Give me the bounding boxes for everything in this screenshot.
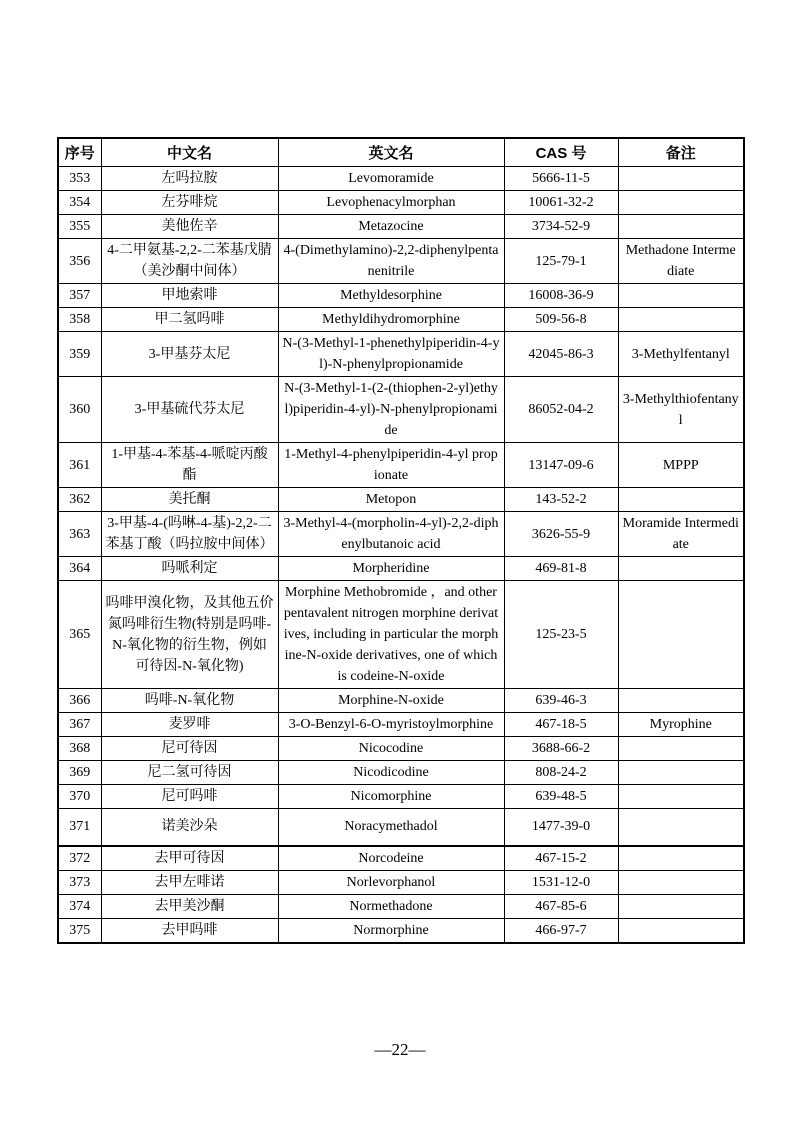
controlled-substances-table (57, 137, 745, 944)
table-row (58, 581, 744, 689)
no-cell: 373 (58, 870, 101, 894)
no-cell: 361 (58, 443, 101, 488)
no-cell: 364 (58, 557, 101, 581)
chinese-name-cell: 左芬啡烷 (101, 191, 278, 215)
chinese-name-cell: 尼可吗啡 (101, 785, 278, 809)
english-name-cell: Nicocodine (278, 737, 504, 761)
table-row (58, 737, 744, 761)
chinese-name-cell: 去甲吗啡 (101, 918, 278, 943)
english-name-cell: Nicomorphine (278, 785, 504, 809)
english-name-cell: Nicodicodine (278, 761, 504, 785)
note-cell (618, 894, 744, 918)
no-cell: 375 (58, 918, 101, 943)
cas-cell: 13147-09-6 (504, 443, 618, 488)
no-cell: 357 (58, 284, 101, 308)
table-row (58, 377, 744, 443)
header-chinese-name: 中文名 (101, 138, 278, 167)
chinese-name-cell: 吗哌利定 (101, 557, 278, 581)
no-cell: 368 (58, 737, 101, 761)
english-name-cell: Morpheridine (278, 557, 504, 581)
chinese-name-cell: 甲二氢吗啡 (101, 308, 278, 332)
english-name-cell: Morphine Methobromide ，and other pentavalent nitrogen morphine derivatives, including in particular the morphine-N-oxide derivatives, one of which is codeine-N-oxide (278, 581, 504, 689)
note-cell (618, 581, 744, 689)
no-cell: 369 (58, 761, 101, 785)
english-name-cell: Levophenacylmorphan (278, 191, 504, 215)
cas-cell: 143-52-2 (504, 488, 618, 512)
cas-cell: 639-48-5 (504, 785, 618, 809)
chinese-name-cell: 3-甲基硫代芬太尼 (101, 377, 278, 443)
chinese-name-cell: 去甲可待因 (101, 846, 278, 871)
no-cell: 374 (58, 894, 101, 918)
cas-cell: 3734-52-9 (504, 215, 618, 239)
english-name-cell: 1-Methyl-4-phenylpiperidin-4-yl propionate (278, 443, 504, 488)
cas-cell: 467-18-5 (504, 713, 618, 737)
table-row (58, 488, 744, 512)
table-row (58, 332, 744, 377)
no-cell: 359 (58, 332, 101, 377)
cas-cell: 3688-66-2 (504, 737, 618, 761)
table-row (58, 443, 744, 488)
header-cas: CAS 号 (504, 138, 618, 167)
chinese-name-cell: 3-甲基-4-(吗啉-4-基)-2,2-二苯基丁酸（吗拉胺中间体） (101, 512, 278, 557)
chinese-name-cell: 尼二氢可待因 (101, 761, 278, 785)
cas-cell: 469-81-8 (504, 557, 618, 581)
table-body (58, 167, 744, 943)
table-row (58, 713, 744, 737)
chinese-name-cell: 麦罗啡 (101, 713, 278, 737)
header-english-name: 英文名 (278, 138, 504, 167)
note-cell (618, 761, 744, 785)
english-name-cell: 4-(Dimethylamino)-2,2-diphenylpentanenitrile (278, 239, 504, 284)
note-cell: Methadone Intermediate (618, 239, 744, 284)
note-cell (618, 215, 744, 239)
english-name-cell: Normorphine (278, 918, 504, 943)
table-row (58, 846, 744, 871)
table-row (58, 284, 744, 308)
chinese-name-cell: 诺美沙朵 (101, 809, 278, 846)
english-name-cell: 3-O-Benzyl-6-O-myristoylmorphine (278, 713, 504, 737)
no-cell: 367 (58, 713, 101, 737)
chinese-name-cell: 吗啡甲溴化物，及其他五价氮吗啡衍生物(特别是吗啡-N-氧化物的衍生物，例如可待因-N-氧化物) (101, 581, 278, 689)
table-row (58, 809, 744, 846)
controlled-substances-table-wrap (57, 137, 743, 944)
english-name-cell: N-(3-Methyl-1-(2-(thiophen-2-yl)ethyl)piperidin-4-yl)-N-phenylpropionamide (278, 377, 504, 443)
cas-cell: 5666-11-5 (504, 167, 618, 191)
no-cell: 370 (58, 785, 101, 809)
table-row (58, 557, 744, 581)
note-cell (618, 870, 744, 894)
no-cell: 353 (58, 167, 101, 191)
table-header-row (58, 138, 744, 167)
cas-cell: 808-24-2 (504, 761, 618, 785)
english-name-cell: 3-Methyl-4-(morpholin-4-yl)-2,2-diphenylbutanoic acid (278, 512, 504, 557)
table-row (58, 512, 744, 557)
note-cell (618, 308, 744, 332)
note-cell: 3-Methylthiofentanyl (618, 377, 744, 443)
note-cell (618, 785, 744, 809)
chinese-name-cell: 尼可待因 (101, 737, 278, 761)
cas-cell: 125-79-1 (504, 239, 618, 284)
page-number: —22— (374, 1040, 426, 1059)
table-row (58, 918, 744, 943)
cas-cell: 125-23-5 (504, 581, 618, 689)
table-row (58, 308, 744, 332)
note-cell: 3-Methylfentanyl (618, 332, 744, 377)
no-cell: 358 (58, 308, 101, 332)
note-cell (618, 918, 744, 943)
header-no: 序号 (58, 138, 101, 167)
chinese-name-cell: 去甲左啡诺 (101, 870, 278, 894)
note-cell (618, 557, 744, 581)
cas-cell: 639-46-3 (504, 689, 618, 713)
english-name-cell: Levomoramide (278, 167, 504, 191)
note-cell (618, 167, 744, 191)
note-cell: Myrophine (618, 713, 744, 737)
cas-cell: 86052-04-2 (504, 377, 618, 443)
table-row (58, 894, 744, 918)
english-name-cell: N-(3-Methyl-1-phenethylpiperidin-4-yl)-N-phenylpropionamide (278, 332, 504, 377)
cas-cell: 509-56-8 (504, 308, 618, 332)
table-row (58, 191, 744, 215)
note-cell (618, 191, 744, 215)
cas-cell: 467-15-2 (504, 846, 618, 871)
no-cell: 371 (58, 809, 101, 846)
note-cell: Moramide Intermediate (618, 512, 744, 557)
note-cell (618, 846, 744, 871)
chinese-name-cell: 甲地索啡 (101, 284, 278, 308)
english-name-cell: Methyldesorphine (278, 284, 504, 308)
no-cell: 363 (58, 512, 101, 557)
cas-cell: 42045-86-3 (504, 332, 618, 377)
table-row (58, 785, 744, 809)
no-cell: 356 (58, 239, 101, 284)
cas-cell: 1531-12-0 (504, 870, 618, 894)
note-cell: MPPP (618, 443, 744, 488)
cas-cell: 466-97-7 (504, 918, 618, 943)
no-cell: 362 (58, 488, 101, 512)
chinese-name-cell: 3-甲基芬太尼 (101, 332, 278, 377)
chinese-name-cell: 去甲美沙酮 (101, 894, 278, 918)
table-row (58, 870, 744, 894)
chinese-name-cell: 吗啡-N-氧化物 (101, 689, 278, 713)
note-cell (618, 488, 744, 512)
english-name-cell: Morphine-N-oxide (278, 689, 504, 713)
table-row (58, 689, 744, 713)
no-cell: 360 (58, 377, 101, 443)
chinese-name-cell: 左吗拉胺 (101, 167, 278, 191)
english-name-cell: Metopon (278, 488, 504, 512)
note-cell (618, 689, 744, 713)
table-row (58, 215, 744, 239)
table-row (58, 761, 744, 785)
cas-cell: 3626-55-9 (504, 512, 618, 557)
english-name-cell: Norcodeine (278, 846, 504, 871)
cas-cell: 10061-32-2 (504, 191, 618, 215)
table-row (58, 167, 744, 191)
english-name-cell: Norlevorphanol (278, 870, 504, 894)
no-cell: 354 (58, 191, 101, 215)
header-note: 备注 (618, 138, 744, 167)
note-cell (618, 809, 744, 846)
chinese-name-cell: 4-二甲氨基-2,2-二苯基戊腈（美沙酮中间体） (101, 239, 278, 284)
cas-cell: 16008-36-9 (504, 284, 618, 308)
english-name-cell: Noracymethadol (278, 809, 504, 846)
table-row (58, 239, 744, 284)
cas-cell: 467-85-6 (504, 894, 618, 918)
chinese-name-cell: 美他佐辛 (101, 215, 278, 239)
cas-cell: 1477-39-0 (504, 809, 618, 846)
note-cell (618, 737, 744, 761)
no-cell: 365 (58, 581, 101, 689)
english-name-cell: Metazocine (278, 215, 504, 239)
no-cell: 366 (58, 689, 101, 713)
english-name-cell: Methyldihydromorphine (278, 308, 504, 332)
english-name-cell: Normethadone (278, 894, 504, 918)
chinese-name-cell: 1-甲基-4-苯基-4-哌啶丙酸酯 (101, 443, 278, 488)
note-cell (618, 284, 744, 308)
chinese-name-cell: 美托酮 (101, 488, 278, 512)
no-cell: 355 (58, 215, 101, 239)
no-cell: 372 (58, 846, 101, 871)
